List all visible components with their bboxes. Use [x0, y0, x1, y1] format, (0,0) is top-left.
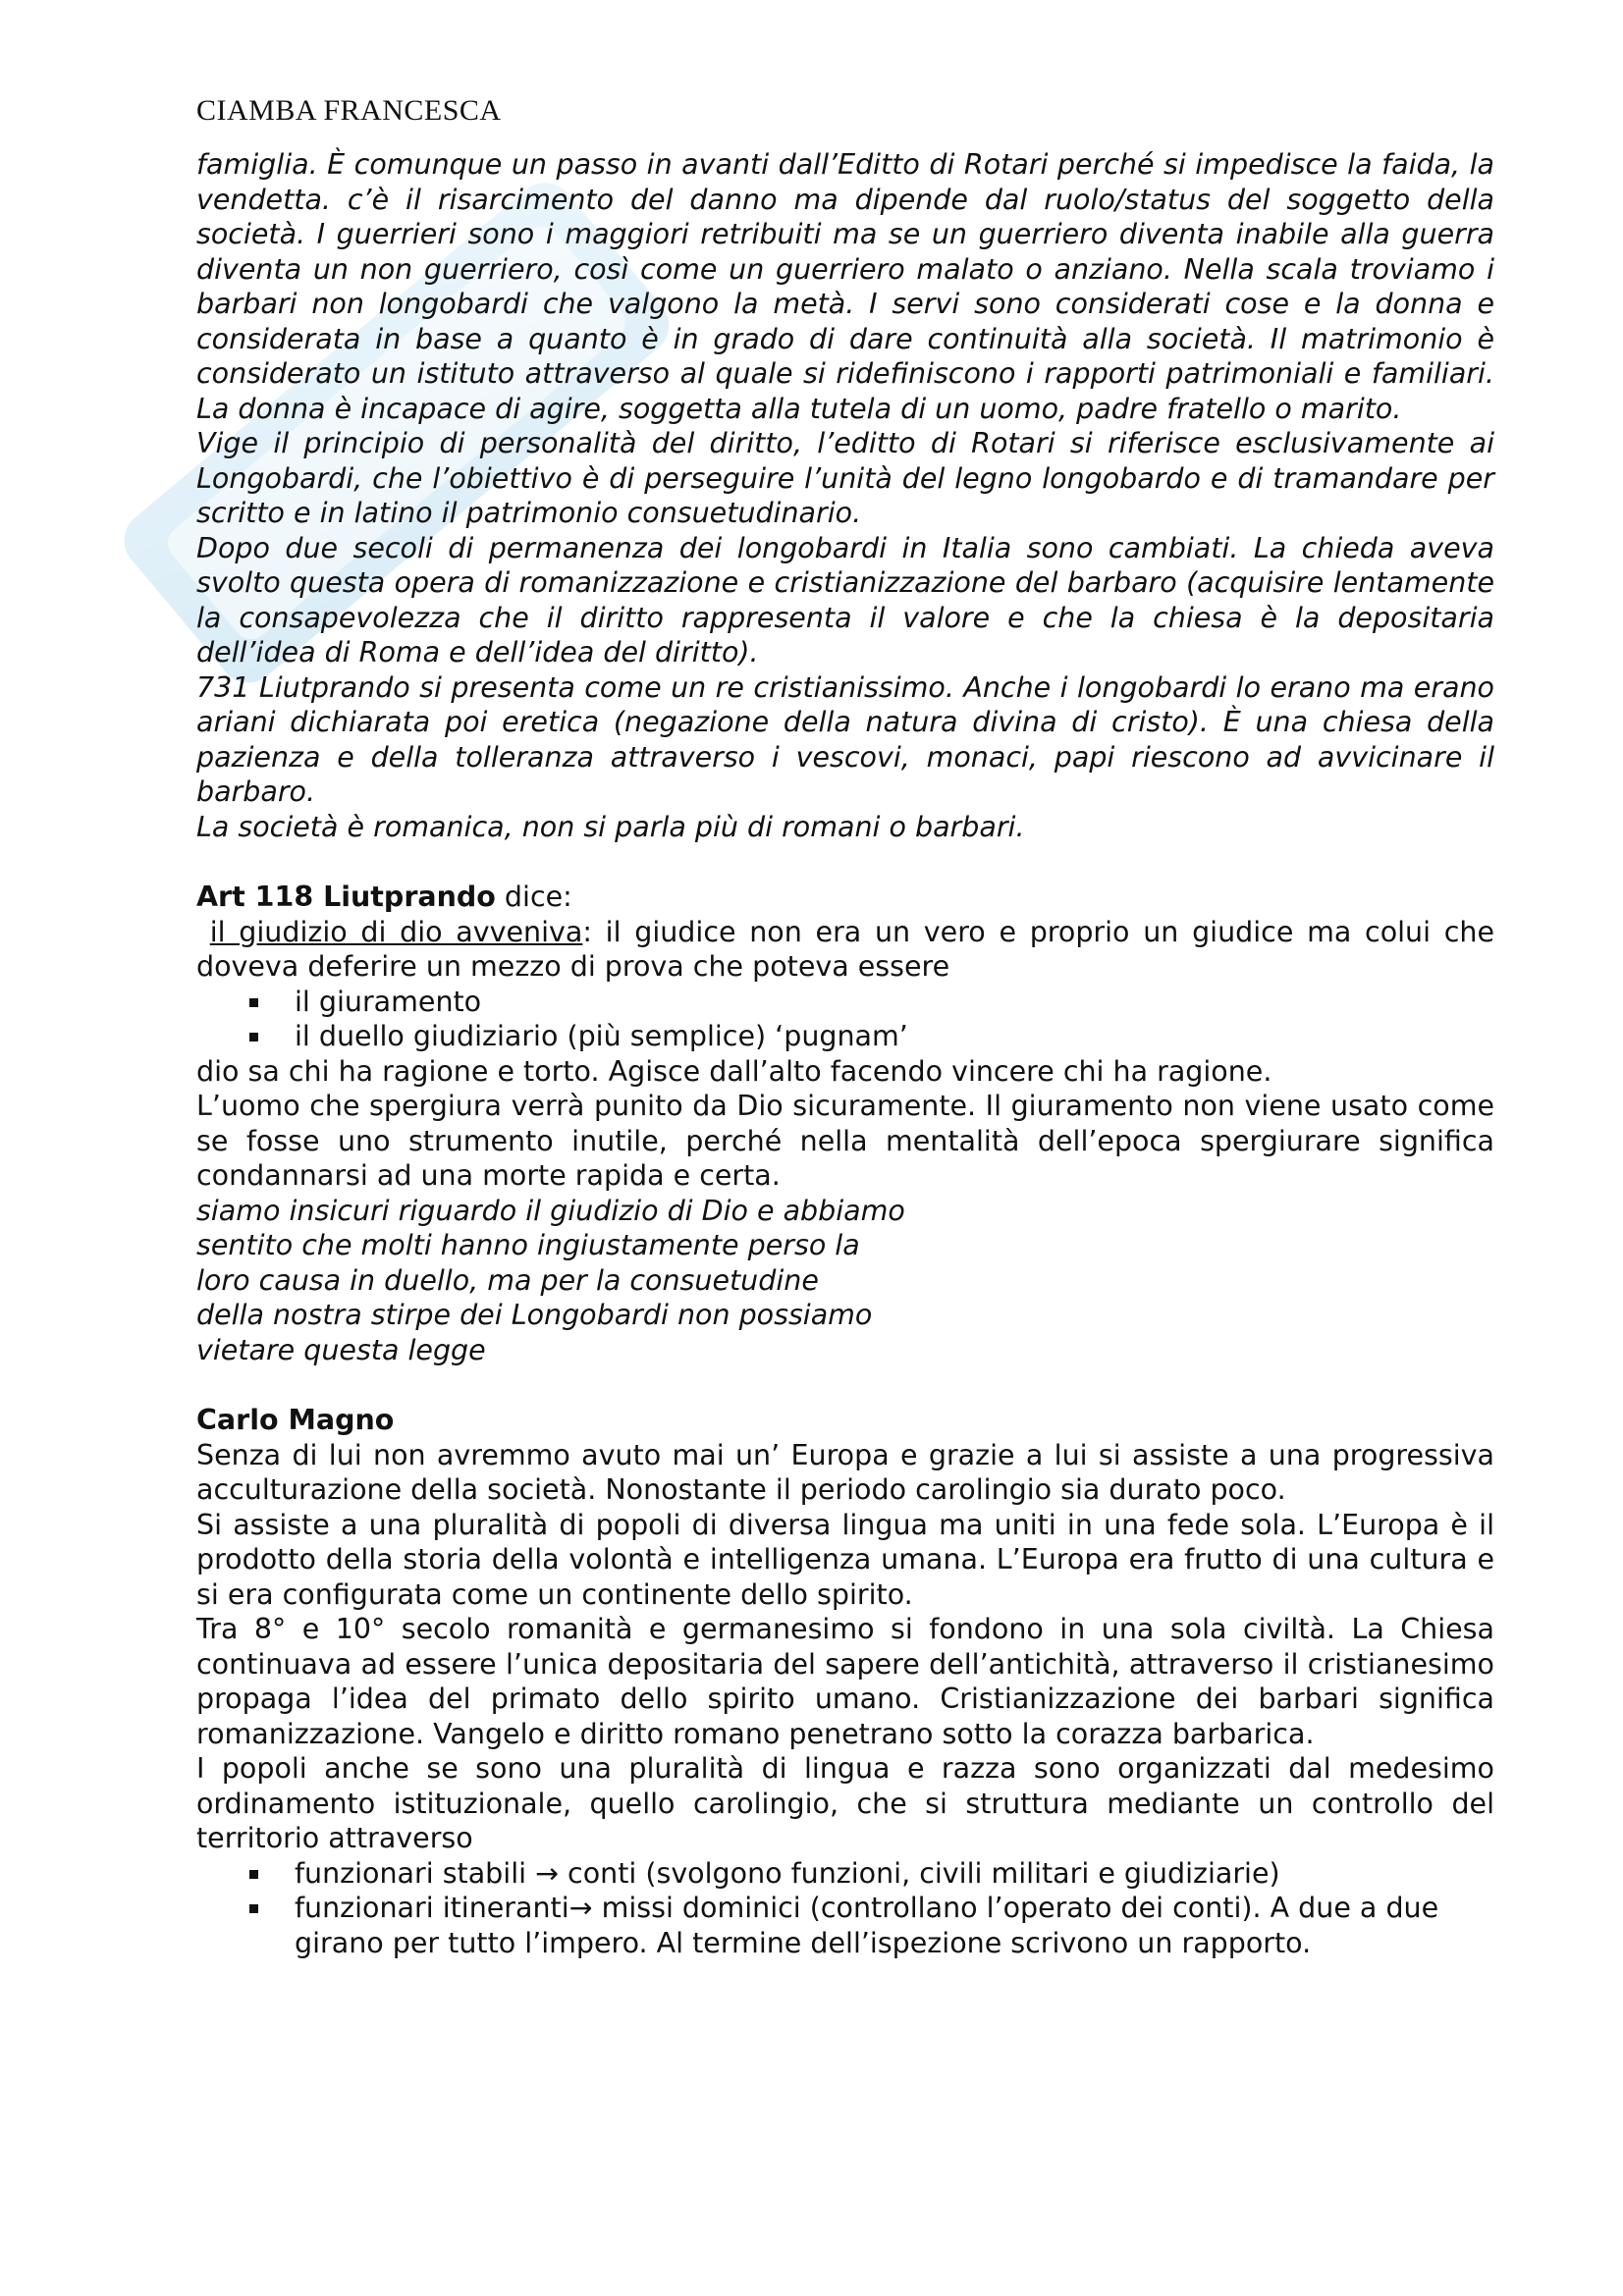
quote-line: della nostra stirpe dei Longobardi non possiamo [196, 1299, 873, 1331]
document-body [196, 147, 1494, 1960]
paragraph: Senza di lui non avremmo avuto mai un’ Europa e grazie a lui si assiste a una progressiva acculturazione della società. Nonostante il periodo carolingio sia durato poco. [196, 1438, 1494, 1506]
paragraph: La società è romanica, non si parla più di romani o barbari. [196, 810, 1025, 843]
quote-line: vietare questa legge [196, 1333, 486, 1366]
quote-line: loro causa in duello, ma per la consuetudine [196, 1263, 819, 1297]
list-item: il giuramento [247, 985, 1494, 1020]
bullet-list [196, 1856, 1494, 1961]
list-item: funzionari itineranti→ missi dominici (controllano l’operato dei conti). A due a due girano per tutto l’impero. Al termine dell’ispezione scrivono un rapporto. [247, 1891, 1494, 1960]
list-item: il duello giudiziario (più semplice) ‘pugnam’ [247, 1019, 1494, 1054]
heading-carlo-magno: Carlo Magno [196, 1404, 395, 1436]
list-item: funzionari stabili → conti (svolgono funzioni, civili militari e giudiziarie) [247, 1856, 1494, 1892]
underlined-term: il giudizio di dio avveniva [209, 915, 583, 948]
section-art118 [196, 880, 1494, 1367]
section-heading [196, 880, 1494, 915]
heading-art118: Art 118 Liutprando [196, 881, 496, 913]
quote-line: siamo insicuri riguardo il giudizio di Dio e abbiamo [196, 1194, 905, 1227]
paragraph: dio sa chi ha ragione e torto. Agisce dall’alto facendo vincere chi ha ragione. [196, 1054, 1272, 1088]
quote-block [196, 1194, 1494, 1368]
paragraph: Vige il principio di personalità del diritto, l’editto di Rotari si riferisce esclusivamente ai Longobardi, che l’obiettivo è di perseguire l’unità del legno longobardo e di tramandare per scritto e in latino il patrimonio consuetudinario. [196, 427, 1494, 529]
paragraph: 731 Liutprando si presenta come un re cristianissimo. Anche i longobardi lo erano ma erano ariani dichiarata poi eretica (negazione della natura divina di cristo). È una chiesa della pazienza e della tolleranza attraverso i vescovi, monaci, papi riescono ad avvicinare il barbaro. [196, 670, 1494, 808]
paragraph: Tra 8° e 10° secolo romanità e germanesimo si fondono in una sola civiltà. La Chiesa continuava ad essere l’unica depositaria del sapere dell’antichità, attraverso il cristianesimo propaga l’idea del primato dello spirito umano. Cristianizzazione dei barbari significa romanizzazione. Vangelo e diritto romano penetrano sotto la corazza barbarica. [196, 1613, 1494, 1750]
intro-text: : il giudice non era un vero e proprio un giudice ma colui che doveva deferire un mezzo di prova che poteva essere [196, 915, 1495, 983]
document-header: CIAMBA FRANCESCA [196, 94, 502, 127]
paragraph [196, 915, 1494, 985]
paragraph: Dopo due secoli di permanenza dei longobardi in Italia sono cambiati. La chieda aveva svolto questa opera di romanizzazione e cristianizzazione del barbaro (acquisire lentamente la consapevolezza che il diritto rappresenta il valore e che la chiesa è la depositaria dell’idea di Roma e dell’idea del diritto). [196, 531, 1494, 668]
paragraph: famiglia. È comunque un passo in avanti dall’Editto di Rotari perché si impedisce la faida, la vendetta. c’è il risarcimento del danno ma dipende dal ruolo/status del soggetto della società. I guerrieri sono i maggiori retribuiti ma se un guerriero diventa inabile alla guerra diventa un non guerriero, così come un guerriero malato o anziano. Nella scala troviamo i barbari non longobardi che valgono la metà. I servi sono considerati cose e la donna e considerata in base a quanto è in grado di dare continuità alla società. Il matrimonio è considerato un istituto attraverso al quale si ridefiniscono i rapporti patrimoniali e familiari. La donna è incapace di agire, soggetta alla tutela di un uomo, padre fratello o marito. [196, 148, 1494, 425]
paragraph: L’uomo che spergiura verrà punito da Dio sicuramente. Il giuramento non viene usato come se fosse uno strumento inutile, perché nella mentalità dell’epoca spergiurare significa condannarsi ad una morte rapida e certa. [196, 1090, 1494, 1192]
section-carlo-magno [196, 1403, 1494, 1960]
heading-suffix: dice: [495, 881, 572, 913]
paragraph: Si assiste a una pluralità di popoli di diversa lingua ma uniti in una fede sola. L’Europa è il prodotto della storia della volontà e intelligenza umana. L’Europa era frutto di una cultura e si era configurata come un continente dello spirito. [196, 1508, 1494, 1611]
section-intro [196, 147, 1494, 844]
paragraph: I popoli anche se sono una pluralità di lingua e razza sono organizzati dal medesimo ordinamento istituzionale, quello carolingio, che si struttura mediante un controllo del territorio attraverso [196, 1752, 1494, 1854]
quote-line: sentito che molti hanno ingiustamente perso la [196, 1229, 860, 1261]
bullet-list [196, 985, 1494, 1054]
